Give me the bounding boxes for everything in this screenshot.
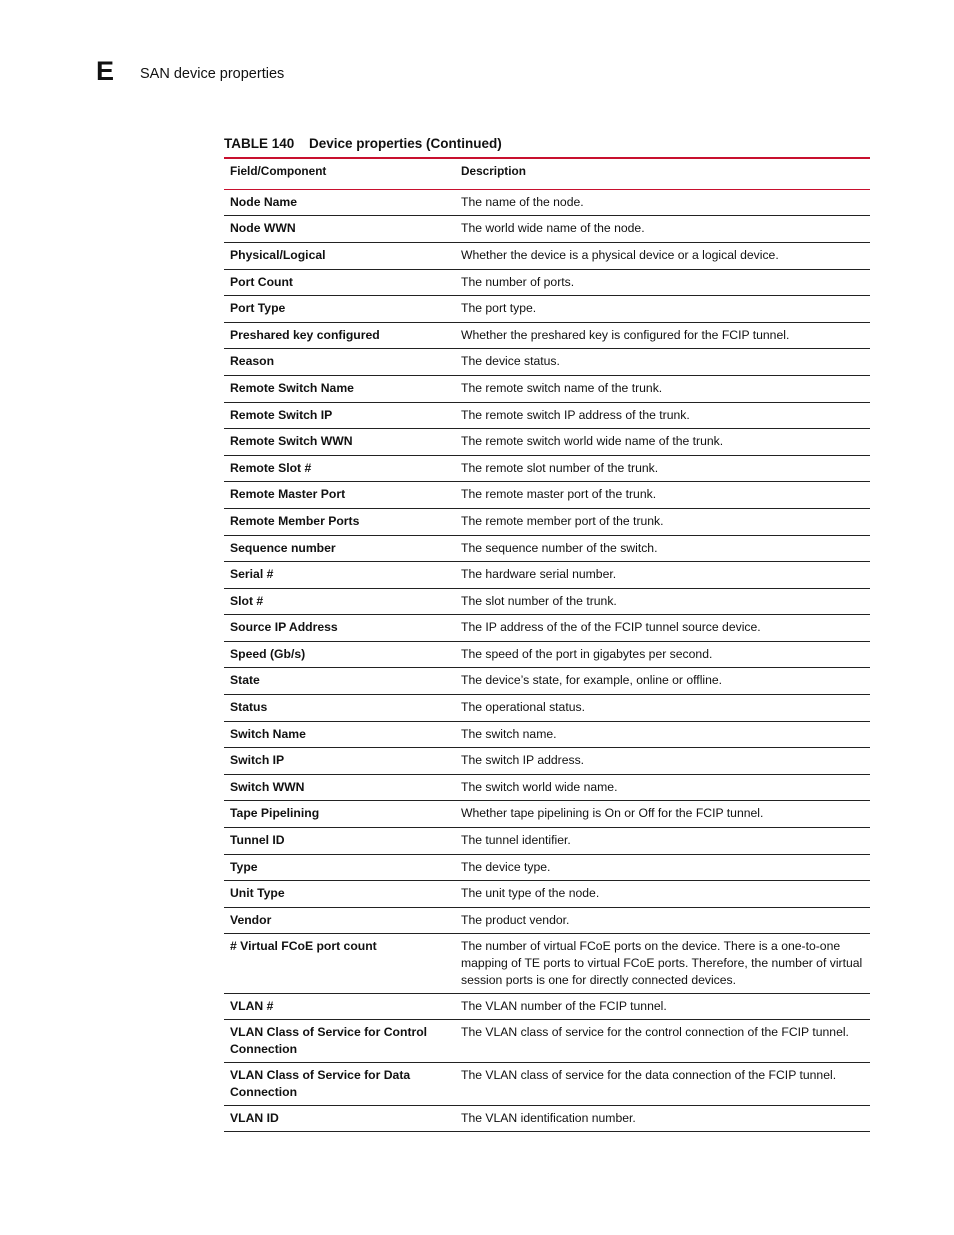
description-cell: The name of the node.	[455, 189, 870, 216]
table-row	[224, 535, 870, 562]
field-name-cell: Type	[224, 854, 455, 881]
field-name-cell: Serial #	[224, 562, 455, 589]
description-cell: The device’s state, for example, online or offline.	[455, 668, 870, 695]
description-cell: The number of ports.	[455, 269, 870, 296]
description-cell: The VLAN number of the FCIP tunnel.	[455, 993, 870, 1020]
field-name-cell: Status	[224, 695, 455, 722]
table-row	[224, 216, 870, 243]
table-row	[224, 615, 870, 642]
field-name-cell: Node WWN	[224, 216, 455, 243]
description-cell: The VLAN class of service for the data connection of the FCIP tunnel.	[455, 1063, 870, 1106]
table-title: Device properties (Continued)	[309, 136, 502, 151]
field-name-cell: Switch WWN	[224, 774, 455, 801]
column-header-description: Description	[455, 158, 870, 189]
description-cell: The number of virtual FCoE ports on the device. There is a one-to-one mapping of TE ports to virtual FCoE ports. Therefore, the number of virtual session ports is one for directly connected devices.	[455, 934, 870, 993]
table-body	[224, 189, 870, 1131]
field-name-cell: Node Name	[224, 189, 455, 216]
table-number: TABLE 140	[224, 136, 295, 151]
description-cell: The switch name.	[455, 721, 870, 748]
table-row	[224, 402, 870, 429]
description-cell: The sequence number of the switch.	[455, 535, 870, 562]
description-cell: The remote switch world wide name of the trunk.	[455, 429, 870, 456]
field-name-cell: Port Type	[224, 296, 455, 323]
field-name-cell: Switch Name	[224, 721, 455, 748]
table-row	[224, 993, 870, 1020]
table-row	[224, 1105, 870, 1132]
description-cell: The remote master port of the trunk.	[455, 482, 870, 509]
description-cell: The remote member port of the trunk.	[455, 508, 870, 535]
description-cell: The port type.	[455, 296, 870, 323]
description-cell: The switch world wide name.	[455, 774, 870, 801]
field-name-cell: Source IP Address	[224, 615, 455, 642]
field-name-cell: Tape Pipelining	[224, 801, 455, 828]
table-row	[224, 189, 870, 216]
table-row	[224, 242, 870, 269]
field-name-cell: Remote Master Port	[224, 482, 455, 509]
field-name-cell: Slot #	[224, 588, 455, 615]
field-name-cell: Remote Switch Name	[224, 375, 455, 402]
description-cell: Whether the device is a physical device or a logical device.	[455, 242, 870, 269]
field-name-cell: # Virtual FCoE port count	[224, 934, 455, 993]
description-cell: The VLAN identification number.	[455, 1105, 870, 1132]
field-name-cell: VLAN #	[224, 993, 455, 1020]
field-name-cell: Tunnel ID	[224, 828, 455, 855]
field-name-cell: Remote Member Ports	[224, 508, 455, 535]
table-row	[224, 721, 870, 748]
description-cell: The hardware serial number.	[455, 562, 870, 589]
column-header-field: Field/Component	[224, 158, 455, 189]
description-cell: The speed of the port in gigabytes per second.	[455, 641, 870, 668]
table-row	[224, 801, 870, 828]
field-name-cell: State	[224, 668, 455, 695]
table-row	[224, 1020, 870, 1063]
description-cell: The unit type of the node.	[455, 881, 870, 908]
table-row	[224, 695, 870, 722]
table-row	[224, 588, 870, 615]
field-name-cell: Remote Switch WWN	[224, 429, 455, 456]
table-row	[224, 482, 870, 509]
table-row	[224, 375, 870, 402]
running-head-title: SAN device properties	[140, 66, 285, 82]
field-name-cell: VLAN Class of Service for Data Connection	[224, 1063, 455, 1106]
description-cell: Whether the preshared key is configured for the FCIP tunnel.	[455, 322, 870, 349]
table-row	[224, 934, 870, 993]
table-row	[224, 269, 870, 296]
field-name-cell: Vendor	[224, 907, 455, 934]
description-cell: Whether tape pipelining is On or Off for the FCIP tunnel.	[455, 801, 870, 828]
field-name-cell: Reason	[224, 349, 455, 376]
description-cell: The IP address of the of the FCIP tunnel source device.	[455, 615, 870, 642]
table-row	[224, 748, 870, 775]
table-row	[224, 668, 870, 695]
field-name-cell: Port Count	[224, 269, 455, 296]
description-cell: The remote switch name of the trunk.	[455, 375, 870, 402]
field-name-cell: Sequence number	[224, 535, 455, 562]
table-row	[224, 828, 870, 855]
table-row	[224, 455, 870, 482]
description-cell: The world wide name of the node.	[455, 216, 870, 243]
table-row	[224, 349, 870, 376]
description-cell: The device type.	[455, 854, 870, 881]
field-name-cell: Physical/Logical	[224, 242, 455, 269]
device-properties-table	[224, 157, 870, 1132]
description-cell: The remote switch IP address of the trunk.	[455, 402, 870, 429]
description-cell: The operational status.	[455, 695, 870, 722]
field-name-cell: Switch IP	[224, 748, 455, 775]
description-cell: The VLAN class of service for the control connection of the FCIP tunnel.	[455, 1020, 870, 1063]
description-cell: The tunnel identifier.	[455, 828, 870, 855]
appendix-letter: E	[96, 56, 115, 86]
field-name-cell: VLAN ID	[224, 1105, 455, 1132]
field-name-cell: Speed (Gb/s)	[224, 641, 455, 668]
table-row	[224, 881, 870, 908]
table-row	[224, 322, 870, 349]
description-cell: The remote slot number of the trunk.	[455, 455, 870, 482]
field-name-cell: Preshared key configured	[224, 322, 455, 349]
table-row	[224, 1063, 870, 1106]
description-cell: The switch IP address.	[455, 748, 870, 775]
field-name-cell: Unit Type	[224, 881, 455, 908]
table-row	[224, 907, 870, 934]
table-row	[224, 429, 870, 456]
field-name-cell: VLAN Class of Service for Control Connection	[224, 1020, 455, 1063]
description-cell: The product vendor.	[455, 907, 870, 934]
table-row	[224, 296, 870, 323]
table-row	[224, 854, 870, 881]
table-caption	[224, 135, 502, 153]
table-row	[224, 562, 870, 589]
table-row	[224, 774, 870, 801]
table-header-row	[224, 158, 870, 189]
description-cell: The slot number of the trunk.	[455, 588, 870, 615]
description-cell: The device status.	[455, 349, 870, 376]
field-name-cell: Remote Slot #	[224, 455, 455, 482]
table-row	[224, 508, 870, 535]
table-row	[224, 641, 870, 668]
field-name-cell: Remote Switch IP	[224, 402, 455, 429]
